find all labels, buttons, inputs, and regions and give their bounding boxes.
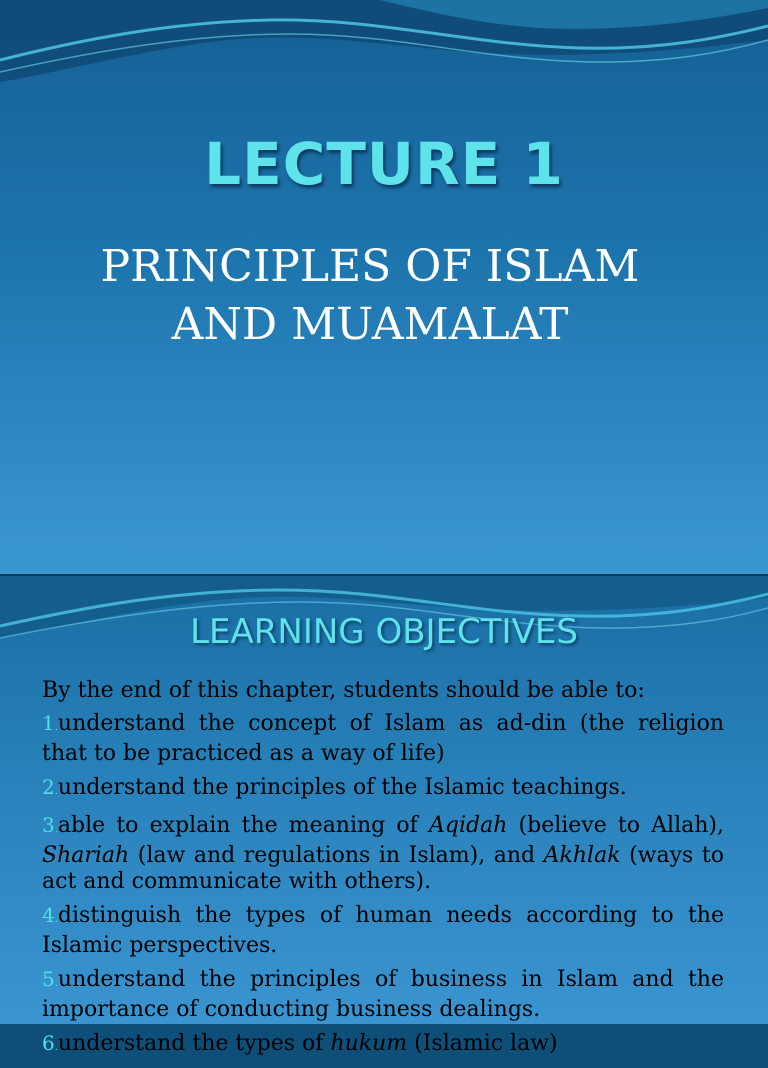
objective-text: understand the principles of business in Islam and the importance of conducting business dealings.: [42, 967, 724, 1022]
objective-number: 4 .: [42, 903, 58, 927]
objective-item: [42, 774, 724, 805]
objectives-title: LEARNING OBJECTIVES: [190, 612, 578, 652]
term-hukum: hukum: [330, 1031, 408, 1056]
subtitle-line-2: AND MUAMALAT: [171, 299, 569, 350]
objectives-content: [42, 678, 724, 1068]
objective-number: 3 .: [42, 813, 58, 837]
objective-number: 1 .: [42, 711, 58, 735]
objectives-slide: [0, 576, 768, 1056]
objective-number: 6 .: [42, 1031, 58, 1055]
objective-item: [42, 1030, 724, 1061]
subtitle-line-1: PRINCIPLES OF ISLAM: [100, 241, 640, 292]
objective-text: (ways to act and communicate with others).: [42, 843, 724, 894]
objective-text: (Islamic law): [407, 1031, 558, 1056]
objective-item: [42, 812, 724, 895]
objective-item: [42, 710, 724, 767]
objective-item: [42, 902, 724, 959]
wave-decoration: [0, 0, 768, 110]
objective-number: 5 .: [42, 967, 58, 991]
objective-text: able to explain the meaning of: [57, 813, 429, 838]
objective-text: distinguish the types of human needs according to the Islamic perspectives.: [42, 903, 724, 958]
objective-text: understand the principles of the Islamic teachings.: [57, 775, 627, 800]
objective-text: (law and regulations in Islam), and: [129, 843, 544, 868]
term-shariah: Shariah: [42, 843, 130, 868]
objective-item: [42, 966, 724, 1023]
objective-text: (believe to Allah),: [507, 813, 724, 838]
objective-text: understand the types of: [57, 1031, 331, 1056]
objective-text: understand the concept of Islam as ad-din (the religion that to be practiced as a way of life): [42, 711, 724, 766]
term-akhlak: Akhlak: [543, 843, 621, 868]
objectives-intro: By the end of this chapter, students should be able to:: [42, 678, 645, 703]
term-aqidah: Aqidah: [428, 813, 508, 838]
lecture-title: LECTURE 1: [204, 130, 564, 198]
objective-number: 2 .: [42, 775, 58, 799]
lecture-subtitle: [40, 238, 700, 354]
